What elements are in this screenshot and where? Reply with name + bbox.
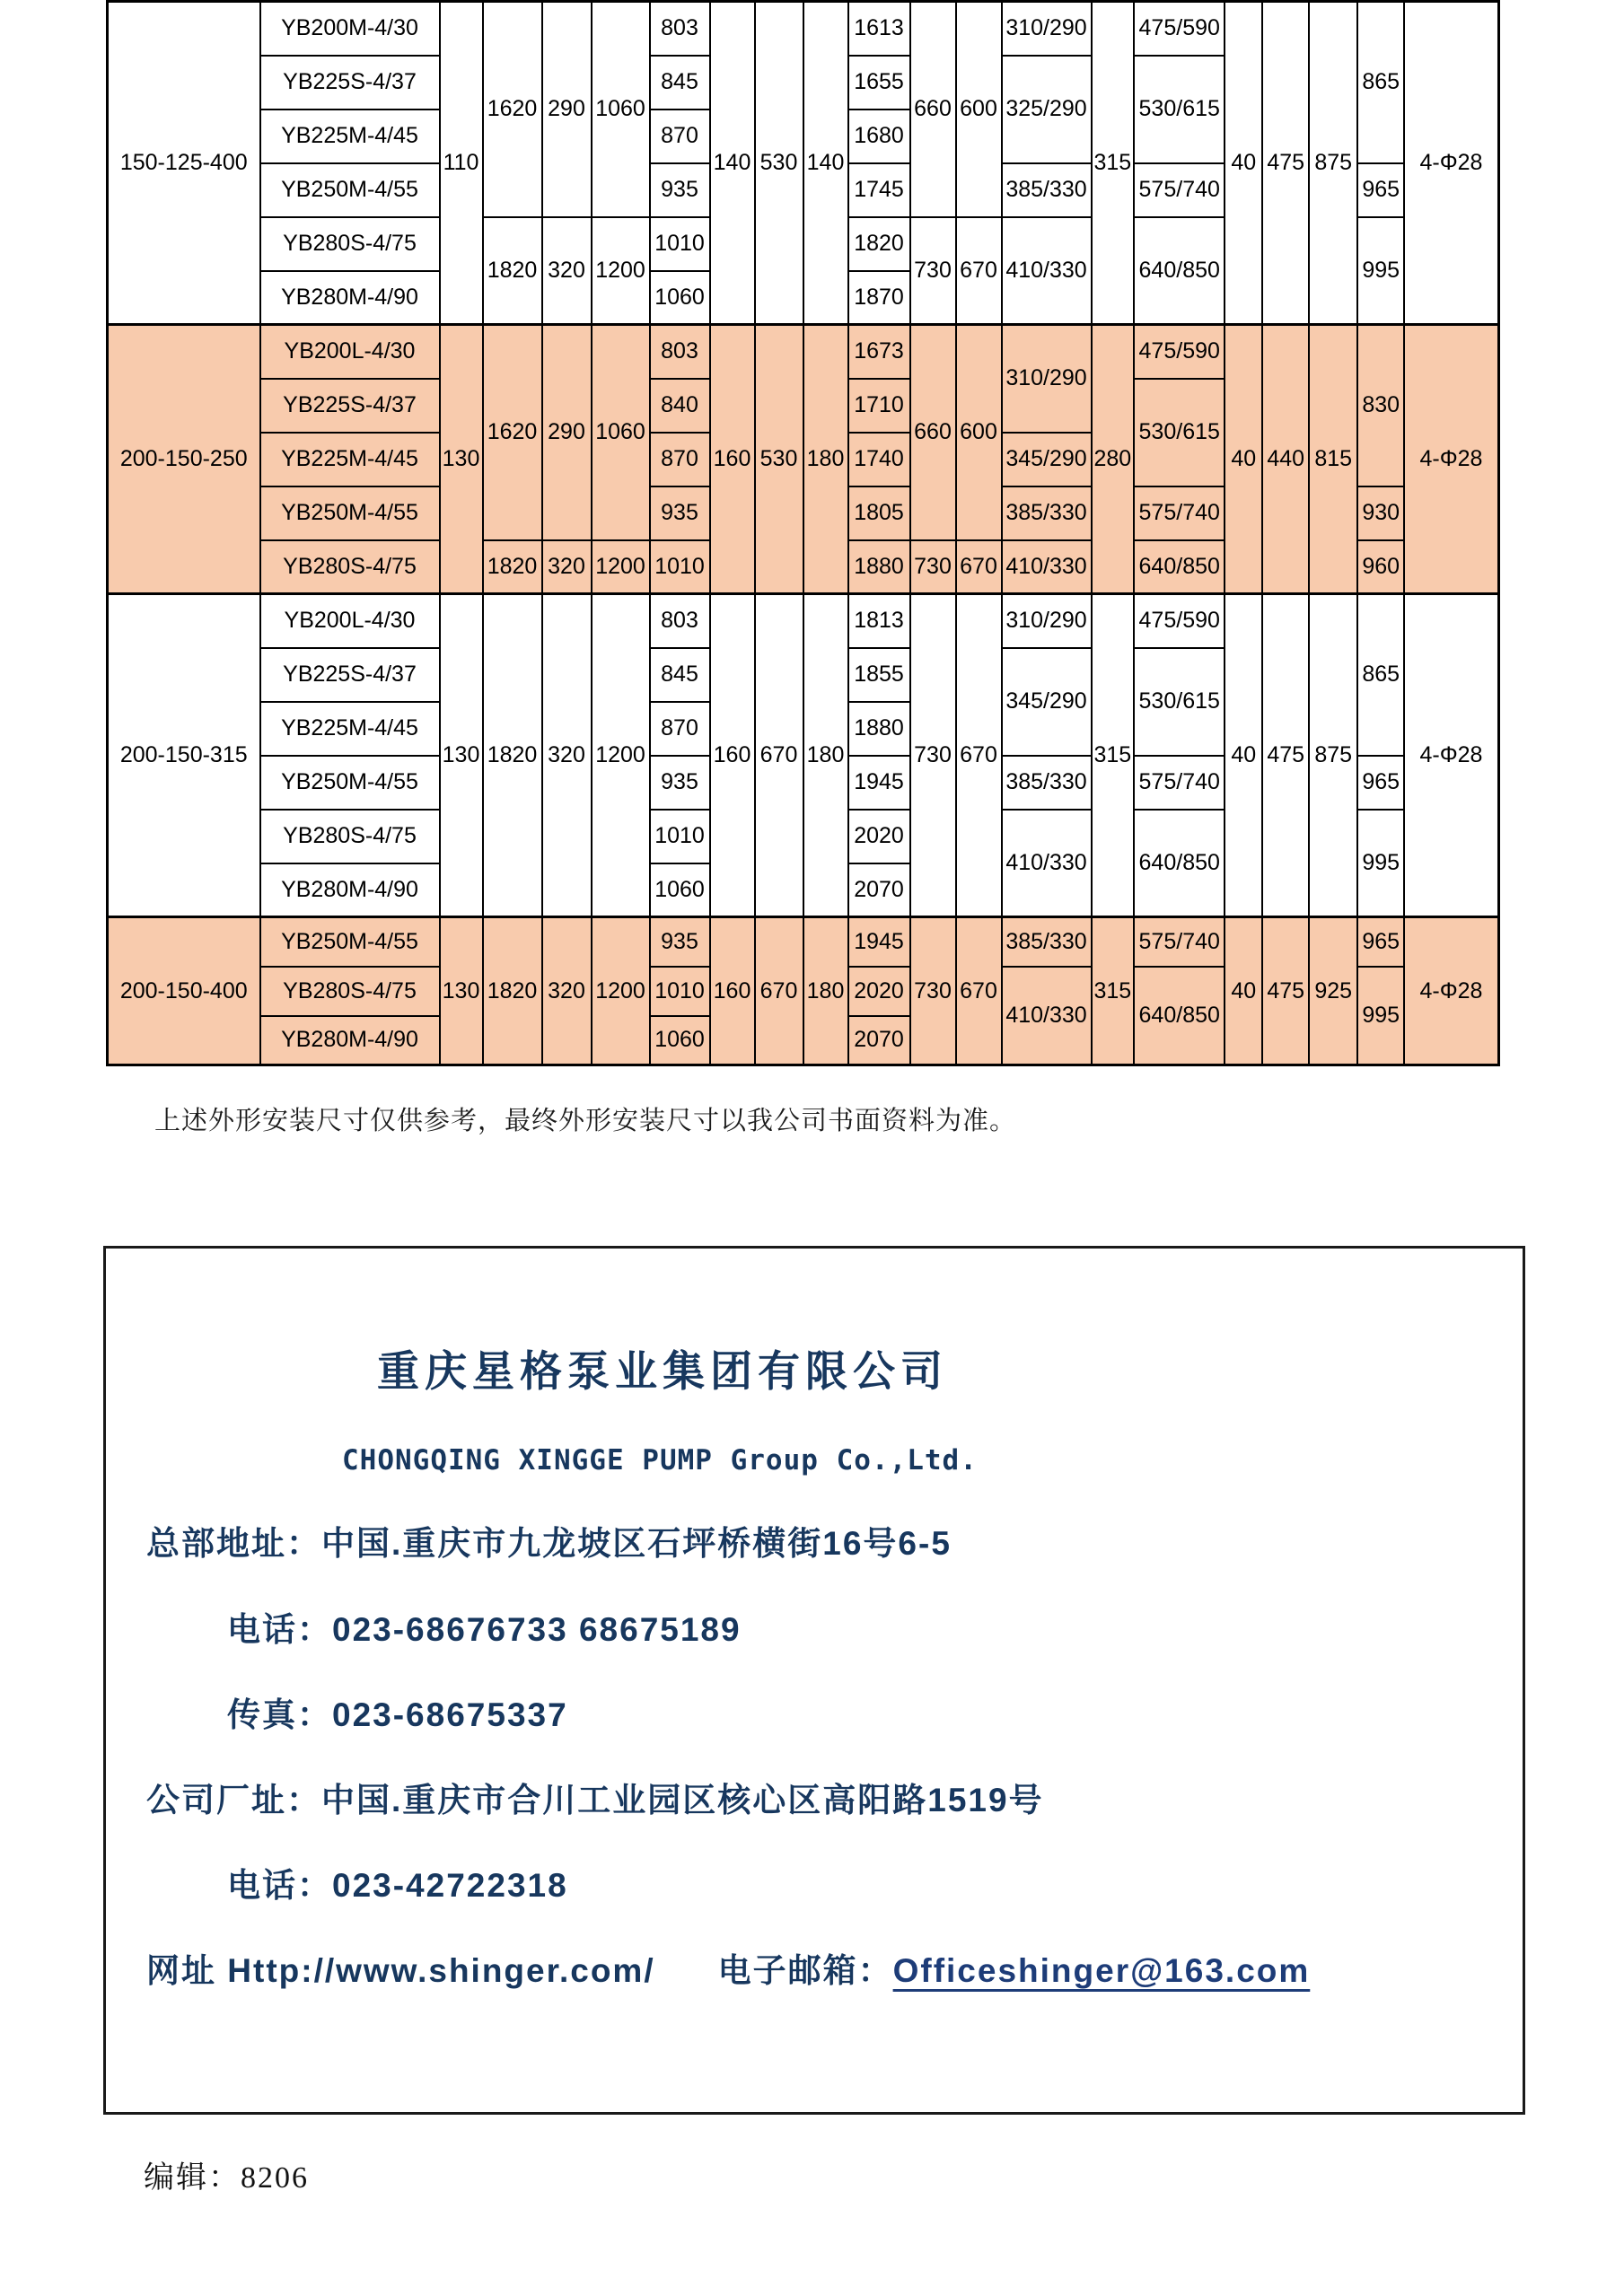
- table-cell: 1060: [650, 863, 710, 917]
- factory-address-value: 中国.重庆市合川工业园区核心区高阳路1519号: [321, 1782, 1044, 1818]
- table-cell: 995: [1357, 810, 1404, 917]
- table-cell: 965: [1357, 163, 1404, 217]
- table-cell: 2070: [848, 863, 910, 917]
- table-cell: 870: [650, 433, 710, 486]
- table-cell: 345/290: [1002, 648, 1092, 756]
- table-cell: YB280M-4/90: [260, 1016, 440, 1065]
- table-cell: 730: [910, 917, 956, 1065]
- table-cell: 845: [650, 56, 710, 110]
- table-cell: 965: [1357, 756, 1404, 810]
- table-cell: YB280S-4/75: [260, 967, 440, 1016]
- table-cell: 320: [542, 917, 592, 1065]
- table-cell: 310/290: [1002, 594, 1092, 648]
- table-cell: 1820: [483, 917, 542, 1065]
- table-cell: 2020: [848, 810, 910, 863]
- table-cell: 670: [956, 917, 1002, 1065]
- table-cell: 280: [1092, 325, 1135, 594]
- fax-label: 传真：: [227, 1696, 332, 1733]
- table-cell: 1010: [650, 217, 710, 271]
- company-name-cn: 重庆星格泵业集团有限公司: [377, 1347, 948, 1395]
- table-cell: 475: [1262, 917, 1309, 1065]
- table-cell: YB200L-4/30: [260, 594, 440, 648]
- hq-address-label: 总部地址：: [146, 1525, 321, 1562]
- hq-address-line: [146, 1516, 952, 1564]
- table-cell: 995: [1357, 967, 1404, 1065]
- table-cell: 475: [1262, 2, 1309, 325]
- table-cell: 575/740: [1134, 756, 1225, 810]
- table-cell: 865: [1357, 594, 1404, 756]
- table-cell: YB200M-4/30: [260, 2, 440, 56]
- table-cell: 200-150-400: [108, 917, 260, 1065]
- table-cell: 670: [755, 917, 803, 1065]
- table-cell: 1945: [848, 756, 910, 810]
- table-cell: 1855: [848, 648, 910, 702]
- table-cell: 995: [1357, 217, 1404, 325]
- table-cell: 803: [650, 325, 710, 379]
- table-cell: YB250M-4/55: [260, 163, 440, 217]
- table-cell: 160: [710, 917, 755, 1065]
- table-cell: 670: [956, 217, 1002, 325]
- table-cell: 130: [440, 917, 483, 1065]
- table-cell: YB225S-4/37: [260, 56, 440, 110]
- table-cell: 1745: [848, 163, 910, 217]
- table-cell: 385/330: [1002, 486, 1092, 540]
- table-cell: 385/330: [1002, 917, 1092, 967]
- table-cell: 840: [650, 379, 710, 433]
- table-cell: 870: [650, 702, 710, 756]
- table-cell: YB225M-4/45: [260, 702, 440, 756]
- table-cell: 160: [710, 594, 755, 917]
- table-cell: 200-150-250: [108, 325, 260, 594]
- factory-address-label: 公司厂址：: [146, 1782, 321, 1818]
- table-cell: 130: [440, 594, 483, 917]
- editor-value: 8206: [241, 2161, 309, 2195]
- table-cell: 640/850: [1134, 810, 1225, 917]
- table-row: [108, 325, 1499, 379]
- table-cell: 1620: [483, 2, 542, 217]
- table-cell: 320: [542, 594, 592, 917]
- table-cell: 1820: [483, 540, 542, 594]
- table-cell: 1613: [848, 2, 910, 56]
- table-cell: 1010: [650, 810, 710, 863]
- phone-line-2: [227, 1858, 568, 1906]
- table-cell: 530: [755, 325, 803, 594]
- phone-2-label: 电话：: [227, 1867, 332, 1904]
- table-cell: 4-Φ28: [1404, 917, 1498, 1065]
- table-row: [108, 594, 1499, 648]
- web-email-line: [146, 1943, 1322, 1992]
- table-body: [108, 2, 1499, 1065]
- table-cell: 1880: [848, 702, 910, 756]
- table-cell: 410/330: [1002, 810, 1092, 917]
- company-name-en: CHONGQING XINGGE PUMP Group Co.,Ltd.: [342, 1444, 978, 1477]
- table-cell: 730: [910, 217, 956, 325]
- table-cell: 530: [755, 2, 803, 325]
- company-info-box: [103, 1246, 1525, 2115]
- table-cell: 530/615: [1134, 56, 1225, 163]
- table-cell: 640/850: [1134, 540, 1225, 594]
- table-cell: 660: [910, 325, 956, 540]
- editor-note: [144, 2152, 309, 2196]
- table-cell: 410/330: [1002, 217, 1092, 325]
- table-cell: 1820: [483, 217, 542, 325]
- table-cell: 1673: [848, 325, 910, 379]
- table-cell: 4-Φ28: [1404, 2, 1498, 325]
- table-row: [108, 917, 1499, 967]
- table-cell: YB225M-4/45: [260, 433, 440, 486]
- table-cell: 345/290: [1002, 433, 1092, 486]
- table-cell: 40: [1225, 594, 1262, 917]
- table-cell: 200-150-315: [108, 594, 260, 917]
- table-cell: 310/290: [1002, 2, 1092, 56]
- table-cell: 600: [956, 325, 1002, 540]
- table-cell: 1805: [848, 486, 910, 540]
- table-cell: 320: [542, 540, 592, 594]
- table-cell: 1870: [848, 271, 910, 325]
- table-cell: YB225S-4/37: [260, 379, 440, 433]
- table-cell: 4-Φ28: [1404, 594, 1498, 917]
- table-cell: 935: [650, 163, 710, 217]
- table-cell: 130: [440, 325, 483, 594]
- hq-address-value: 中国.重庆市九龙坡区石坪桥横街16号6-5: [321, 1525, 952, 1562]
- table-cell: 1655: [848, 56, 910, 110]
- website-url: Http://www.shinger.com/: [227, 1952, 655, 1989]
- table-cell: YB280S-4/75: [260, 540, 440, 594]
- factory-address-line: [146, 1773, 1044, 1821]
- table-cell: 670: [956, 594, 1002, 917]
- fax-value: 023-68675337: [332, 1696, 568, 1733]
- table-cell: 475/590: [1134, 325, 1225, 379]
- email-link[interactable]: Officeshinger@163.com: [892, 1952, 1311, 1989]
- dimension-table: [106, 0, 1500, 1066]
- table-cell: 803: [650, 2, 710, 56]
- table-cell: 600: [956, 2, 1002, 217]
- table-row: [108, 2, 1499, 56]
- table-cell: 960: [1357, 540, 1404, 594]
- table-cell: 670: [755, 594, 803, 917]
- table-cell: 845: [650, 648, 710, 702]
- table-cell: 925: [1309, 917, 1357, 1065]
- table-cell: YB280M-4/90: [260, 271, 440, 325]
- phone-1-value: 023-68676733 68675189: [332, 1611, 742, 1648]
- table-cell: 4-Φ28: [1404, 325, 1498, 594]
- table-cell: 1820: [483, 594, 542, 917]
- table-cell: YB280S-4/75: [260, 810, 440, 863]
- table-cell: 730: [910, 594, 956, 917]
- table-cell: 180: [803, 594, 848, 917]
- table-cell: YB250M-4/55: [260, 917, 440, 967]
- table-cell: 385/330: [1002, 163, 1092, 217]
- table-cell: YB280S-4/75: [260, 217, 440, 271]
- table-cell: 803: [650, 594, 710, 648]
- phone-line-1: [227, 1602, 742, 1651]
- table-cell: 40: [1225, 2, 1262, 325]
- table-cell: 110: [440, 2, 483, 325]
- editor-label: 编辑：: [144, 2161, 241, 2195]
- table-cell: 935: [650, 486, 710, 540]
- table-cell: 475: [1262, 594, 1309, 917]
- table-cell: YB200L-4/30: [260, 325, 440, 379]
- table-cell: 475/590: [1134, 594, 1225, 648]
- table-cell: 575/740: [1134, 917, 1225, 967]
- table-cell: 865: [1357, 2, 1404, 163]
- website-label: 网址: [146, 1952, 216, 1989]
- table-cell: 670: [956, 540, 1002, 594]
- table-cell: 530/615: [1134, 648, 1225, 756]
- table-cell: 290: [542, 325, 592, 540]
- table-cell: 1010: [650, 540, 710, 594]
- table-cell: 1200: [592, 217, 650, 325]
- table-cell: 815: [1309, 325, 1357, 594]
- table-cell: 180: [803, 917, 848, 1065]
- table-cell: 575/740: [1134, 486, 1225, 540]
- table-cell: 935: [650, 917, 710, 967]
- table-cell: 1813: [848, 594, 910, 648]
- table-cell: 410/330: [1002, 540, 1092, 594]
- table-cell: 875: [1309, 594, 1357, 917]
- table-cell: 1060: [592, 325, 650, 540]
- table-cell: 325/290: [1002, 56, 1092, 163]
- table-cell: 730: [910, 540, 956, 594]
- table-cell: 660: [910, 2, 956, 217]
- table-cell: 1010: [650, 967, 710, 1016]
- table-cell: 385/330: [1002, 756, 1092, 810]
- table-cell: 640/850: [1134, 217, 1225, 325]
- table-cell: 530/615: [1134, 379, 1225, 486]
- phone-2-value: 023-42722318: [332, 1867, 568, 1904]
- table-note: 上述外形安装尺寸仅供参考，最终外形安装尺寸以我公司书面资料为准。: [154, 1107, 1017, 1135]
- table-cell: 310/290: [1002, 325, 1092, 433]
- table-cell: 1680: [848, 110, 910, 163]
- table-cell: 410/330: [1002, 967, 1092, 1065]
- table-cell: 965: [1357, 917, 1404, 967]
- table-cell: 315: [1092, 594, 1135, 917]
- table-cell: 160: [710, 325, 755, 594]
- table-cell: YB250M-4/55: [260, 756, 440, 810]
- table-cell: 320: [542, 217, 592, 325]
- table-cell: 290: [542, 2, 592, 217]
- table-cell: 1820: [848, 217, 910, 271]
- table-cell: 1200: [592, 594, 650, 917]
- table-cell: 1060: [592, 2, 650, 217]
- table-cell: 475/590: [1134, 2, 1225, 56]
- table-cell: 1710: [848, 379, 910, 433]
- table-cell: 140: [803, 2, 848, 325]
- table-cell: 1200: [592, 540, 650, 594]
- email-label: 电子邮箱：: [717, 1952, 893, 1989]
- table-cell: 1740: [848, 433, 910, 486]
- table-cell: YB250M-4/55: [260, 486, 440, 540]
- table-cell: 40: [1225, 325, 1262, 594]
- table-cell: 2020: [848, 967, 910, 1016]
- table-cell: 1945: [848, 917, 910, 967]
- table-cell: 870: [650, 110, 710, 163]
- table-cell: 1880: [848, 540, 910, 594]
- table-cell: 830: [1357, 325, 1404, 486]
- table-cell: YB225S-4/37: [260, 648, 440, 702]
- table-cell: 315: [1092, 917, 1135, 1065]
- table-cell: 315: [1092, 2, 1135, 325]
- table-cell: 40: [1225, 917, 1262, 1065]
- table-cell: 440: [1262, 325, 1309, 594]
- table-cell: 935: [650, 756, 710, 810]
- table-cell: 1060: [650, 1016, 710, 1065]
- table-cell: YB225M-4/45: [260, 110, 440, 163]
- table-cell: 1200: [592, 917, 650, 1065]
- table-cell: 640/850: [1134, 967, 1225, 1065]
- table-cell: 1060: [650, 271, 710, 325]
- table-cell: 150-125-400: [108, 2, 260, 325]
- table-cell: 575/740: [1134, 163, 1225, 217]
- table-cell: 875: [1309, 2, 1357, 325]
- table-cell: 2070: [848, 1016, 910, 1065]
- table-cell: 180: [803, 325, 848, 594]
- table-cell: 930: [1357, 486, 1404, 540]
- table-cell: YB280M-4/90: [260, 863, 440, 917]
- table-cell: 140: [710, 2, 755, 325]
- table-cell: 1620: [483, 325, 542, 540]
- fax-line: [227, 1687, 568, 1736]
- phone-1-label: 电话：: [227, 1611, 332, 1648]
